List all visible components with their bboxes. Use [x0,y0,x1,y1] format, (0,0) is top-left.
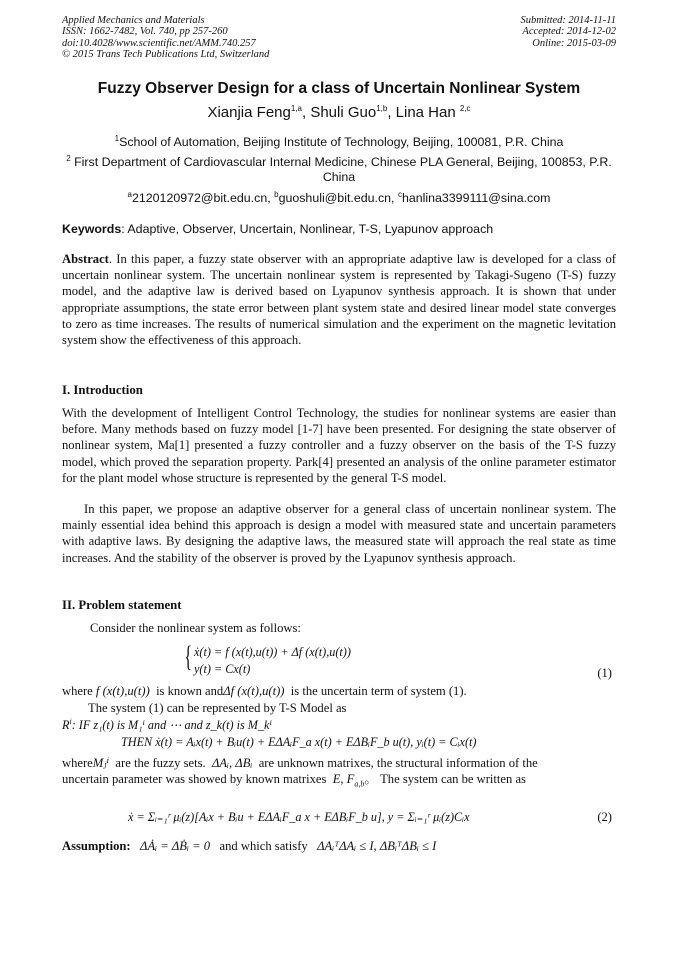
math-m: Mⱼⁱ [92,756,110,770]
section-heading-problem-statement: II. Problem statement [62,598,182,612]
accepted-date: Accepted: 2014-12-02 [522,26,616,38]
doi-line: doi:10.4028/www.scientific.net/AMM.740.257 [62,37,256,49]
email-a[interactable]: 2120120972@bit.edu.cn, [131,191,271,206]
aff-number: 2 [66,154,71,163]
journal-name: Applied Mechanics and Materials [62,15,205,26]
rule-sup: i [69,717,72,726]
fuzzy-rule-if [62,717,272,733]
equation-1-line-1: ẋ(t) = f (x(t),u(t)) + Δf (x(t),u(t)) [194,645,351,659]
assumption-condition: ΔAᵢᵀΔAᵢ ≤ I, ΔBᵢᵀΔBᵢ ≤ I [317,839,437,853]
assumption [62,838,616,854]
text: are the fuzzy sets. [115,756,206,770]
email-b[interactable]: guoshuli@bit.edu.cn, [278,191,395,206]
intro-paragraph-2: In this paper, we propose an adaptive observer for a general class of uncertain nonlinear system. The mainly essential idea behind this approach is design a model with measured state and uncertain parameters with adaptive laws. By designing the adaptive laws, the measured state will approach the real state as time increases. And the stability of the observer is proved by the Lyapunov synthesis approach. [62,502,616,565]
text: are unknown matrixes, the structural information of the [258,756,538,770]
equation-2-number: (2) [597,810,612,824]
aff-number: 1 [114,134,120,143]
aff-text: China [322,170,356,185]
rule-if-text: : IF z₁(t) is M₁ⁱ and ⋯ and z_k(t) is M_kⁱ [71,718,272,733]
where-paragraph-1 [62,683,616,699]
math-f: f (x(t),u(t)) [95,684,150,698]
keywords-text: : Adaptive, Observer, Uncertain, Nonlinear, T-S, Lyapunov approach [121,222,494,236]
journal-header-left [62,15,269,61]
aff-text: School of Automation, Beijing Institute of Technology, Beijing, 100081, P.R. China [119,135,564,150]
affiliation-1 [62,131,616,150]
abstract-text: . In this paper, a fuzzy state observer with an appropriate adaptive law is developed for a class of uncertain nonlinear system. The uncertain nonlinear system is represented by Takagi-Sugeno (T-S) fuzzy model, and the adaptive law is derived based on Lyapunov synthesis approach. It is shown that under appropriate assumptions, the state error between plant system state and desired linear model state converges to zero as time increases. The results of numerical simulation and the experiment on the magnetic levitation system show the effectiveness of this approach. [62,252,616,348]
author-sup: 2,c [459,104,471,113]
text: is known and [156,684,224,698]
affiliation-2 [62,151,616,185]
author-sup: 1,a [290,104,302,113]
email-sup: a [127,190,132,199]
math-ef: E, F [332,772,355,787]
email-sup: c [397,190,402,199]
author-name: Xianjia Feng [207,104,291,121]
author-name: Lina Han [395,104,456,121]
assumption-label: Assumption: [62,839,131,853]
author-name: Shuli Guo [310,104,377,121]
abstract [62,251,616,348]
email-c[interactable]: hanlina3399111@sina.com [401,191,551,206]
equation-1-number: (1) [597,666,612,680]
consider-text: Consider the nonlinear system as follows: [90,621,301,635]
assumption-equation: ΔȦᵢ = ΔḂᵢ = 0 [140,839,211,853]
equation-2: ẋ = Σᵢ₌₁ʳ μᵢ(z)[Aᵢx + Bᵢu + EΔAᵢF_a x + EΔBᵢF_b u], y = Σᵢ₌₁ʳ μᵢ(z)Cᵢx [128,810,470,824]
email-list [62,187,616,206]
text: 。 The system can be written as [364,772,526,787]
section-heading-introduction: I. Introduction [62,383,143,397]
issn-line: ISSN: 1662-7482, Vol. 740, pp 257-260 [62,26,228,38]
math-delta-ab: ΔAᵢ, ΔBᵢ [211,756,253,770]
fuzzy-rule-then: THEN ẋ(t) = Aᵢx(t) + Bᵢu(t) + EΔAᵢF_a x(t) + EΔBᵢF_b u(t), yᵢ(t) = Cᵢx(t) [121,735,477,749]
text: uncertain parameter was showed by known matrixes [62,772,327,787]
author-sup: 1,b [376,104,388,113]
aff-text: First Department of Cardiovascular Internal Medicine, Chinese PLA General, Beijing, 100853, P.R. [74,155,612,170]
author-list: Xianjia Feng$^{1,a}$, Shuli Guo$^{1,b}$, Lina Han $^{2,c}$ [207,104,471,121]
text: where [62,756,93,770]
submitted-date: Submitted: 2014-11-11 [520,15,616,26]
keywords-label: Keywords [62,222,122,236]
text: and which satisfy [219,839,308,853]
journal-header-right [520,15,616,49]
intro-paragraph-1: With the development of Intelligent Control Technology, the studies for nonlinear systems are easier than before. Many methods based on fuzzy model [1-7] have been presented. For designing the state observer of nonlinear system, Ma[1] presented a fuzzy controller and a fuzzy observer on the basis of the T-S fuzzy model, which proved the separation property. Park[4] presented an analysis of the online parameter estimator for the plant model whose structure is represented by the general T-S model. [62,406,616,485]
equation-1-line-2: y(t) = Cx(t) [194,662,251,676]
abstract-label: Abstract [62,252,109,266]
math-delta-f: Δf (x(t),u(t)) [223,684,285,698]
online-date: Online: 2015-03-09 [532,37,616,49]
email-sup: b [274,190,279,199]
rule-label: R [62,718,70,733]
math-ef-sub: a,b [354,779,365,789]
text: where [62,684,93,698]
keywords [62,222,616,236]
where-paragraph-2 [62,755,616,793]
ts-model-intro: The system (1) can be represented by T-S Model as [88,701,347,715]
copyright-line: © 2015 Trans Tech Publications Ltd, Switzerland [62,49,270,61]
text: is the uncertain term of system (1). [290,684,467,698]
paper-title: Fuzzy Observer Design for a class of Uncertain Nonlinear System [97,80,581,97]
equation-brace: { [184,640,193,673]
